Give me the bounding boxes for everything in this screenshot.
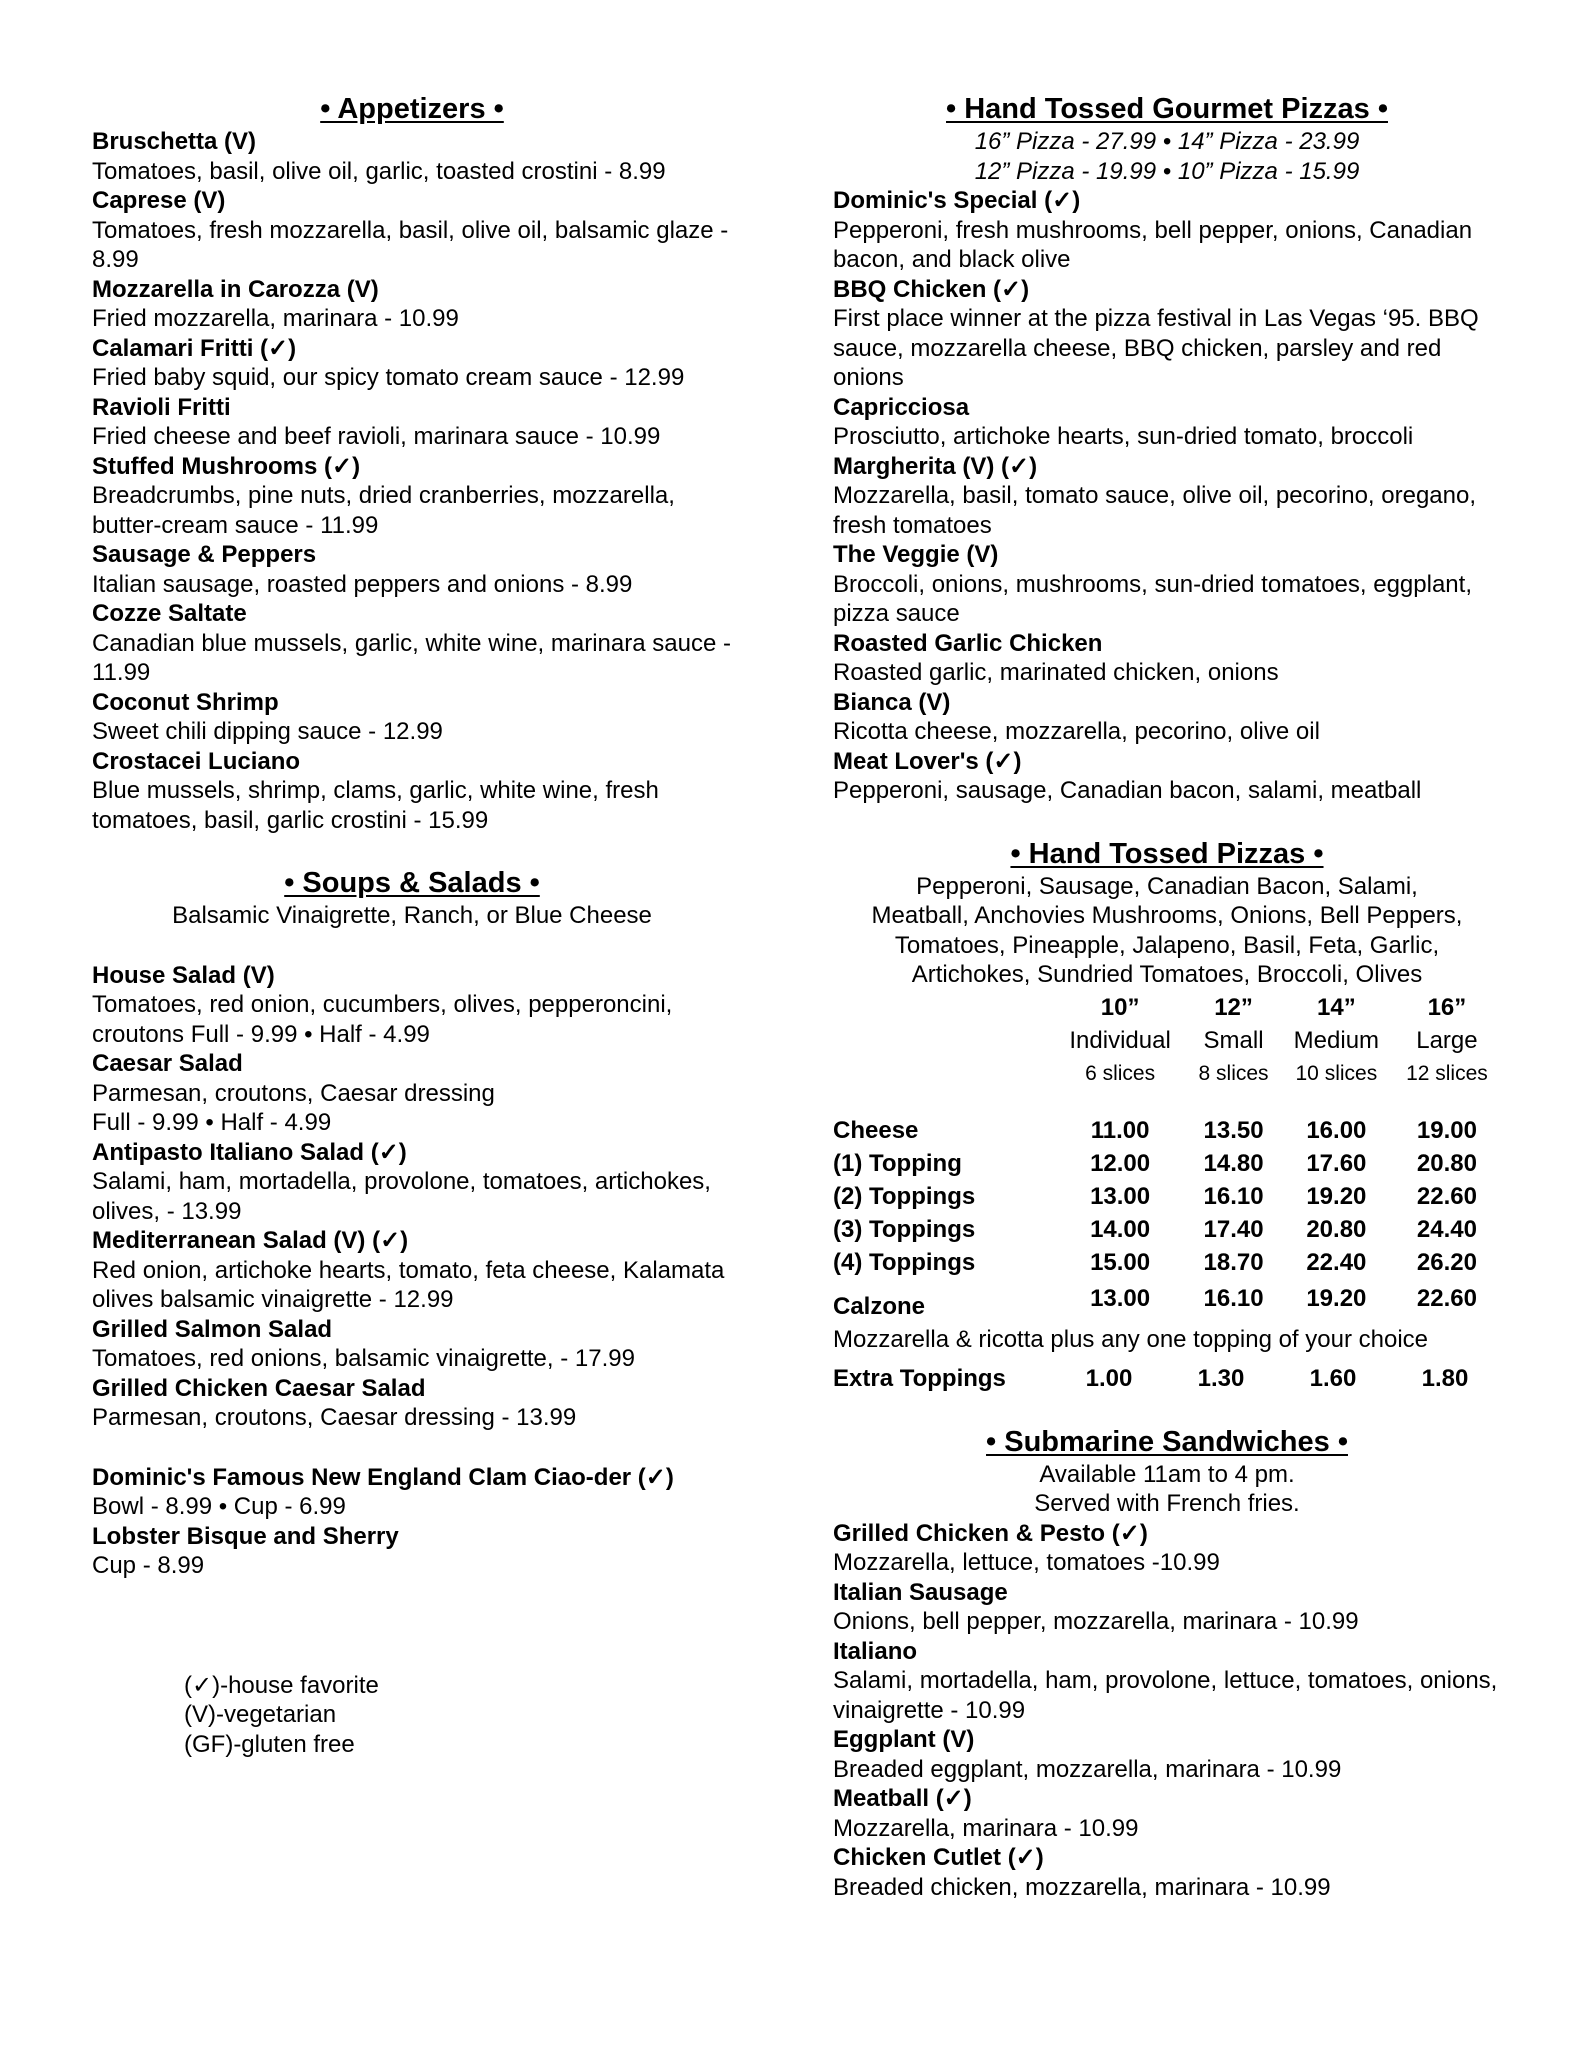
spacer xyxy=(92,835,732,865)
menu-item xyxy=(833,1519,1501,1578)
price-cell: 18.70 xyxy=(1203,1249,1264,1276)
price-row xyxy=(833,1245,1501,1278)
menu-item xyxy=(92,747,732,836)
price-cell: 17.40 xyxy=(1203,1216,1264,1243)
price-cell: 13.00 xyxy=(1090,1183,1151,1210)
item-name: Grilled Salmon Salad xyxy=(92,1315,333,1343)
soups-salads-title: • Soups & Salads • xyxy=(284,867,540,899)
size-name-cell: Individual xyxy=(1069,1027,1171,1054)
legend-vegetarian: (V)-vegetarian xyxy=(184,1701,337,1728)
menu-item xyxy=(92,1463,732,1522)
item-desc: Parmesan, croutons, Caesar dressing xyxy=(92,1079,495,1107)
slices-row xyxy=(833,1056,1501,1089)
blank-cell xyxy=(833,990,1053,1023)
item-desc: Tomatoes, red onions, balsamic vinaigrette, - 17.99 xyxy=(92,1345,635,1372)
item-desc: Blue mussels, shrimp, clams, garlic, white wine, fresh tomatoes, basil, garlic crostini - 15.99 xyxy=(92,777,659,834)
menu-item xyxy=(833,1725,1501,1784)
menu-item xyxy=(92,1226,732,1315)
item-desc: First place winner at the pizza festival in Las Vegas ‘95. BBQ sauce, mozzarella cheese, BBQ chicken, parsley and red onions xyxy=(833,305,1479,391)
price-cell: 1.60 xyxy=(1309,1365,1357,1392)
appetizers-list xyxy=(92,127,732,835)
menu-item xyxy=(833,747,1501,806)
gourmet-pizzas-title: • Hand Tossed Gourmet Pizzas • xyxy=(946,93,1388,125)
price-cell: 22.60 xyxy=(1416,1183,1477,1210)
item-name: Meat Lover's (✓) xyxy=(833,747,1022,775)
item-desc: Pepperoni, fresh mushrooms, bell pepper, onions, Canadian bacon, and black olive xyxy=(833,216,1473,273)
item-desc: Mozzarella, marinara - 10.99 xyxy=(833,1814,1139,1842)
left-column xyxy=(92,91,732,1759)
price-cell: 13.50 xyxy=(1203,1117,1264,1144)
size-cell: 14” xyxy=(1317,994,1356,1021)
item-name: Bianca (V) xyxy=(833,688,951,716)
menu-item xyxy=(833,1637,1501,1726)
row-label: (4) Toppings xyxy=(833,1249,976,1276)
item-name: Calamari Fritti (✓) xyxy=(92,334,297,362)
item-name: Caesar Salad xyxy=(92,1050,243,1077)
size-cell: 12” xyxy=(1214,994,1253,1021)
dressing-options: Balsamic Vinaigrette, Ranch, or Blue Cheese xyxy=(172,902,652,929)
item-name: Capricciosa xyxy=(833,393,970,421)
item-desc: Fried baby squid, our spicy tomato cream sauce - 12.99 xyxy=(92,364,685,391)
item-desc: Ricotta cheese, mozzarella, pecorino, olive oil xyxy=(833,718,1320,745)
price-row xyxy=(833,1179,1501,1212)
item-desc: Fried cheese and beef ravioli, marinara sauce - 10.99 xyxy=(92,423,661,450)
calzone-note: Mozzarella & ricotta plus any one topping of your choice xyxy=(833,1326,1428,1353)
price-row xyxy=(833,1212,1501,1245)
item-desc: Salami, mortadella, ham, provolone, lettuce, tomatoes, onions, vinaigrette - 10.99 xyxy=(833,1667,1498,1724)
item-desc: Parmesan, croutons, Caesar dressing - 13.99 xyxy=(92,1404,577,1431)
menu-item xyxy=(92,961,732,1050)
subs-list xyxy=(833,1519,1501,1903)
item-name: Grilled Chicken & Pesto (✓) xyxy=(833,1519,1148,1547)
menu-item xyxy=(833,629,1501,688)
item-desc: Mozzarella, lettuce, tomatoes -10.99 xyxy=(833,1549,1220,1576)
price-cell: 11.00 xyxy=(1090,1117,1150,1144)
menu-item xyxy=(92,452,732,541)
appetizers-title: • Appetizers • xyxy=(320,93,504,125)
toppings-line: Tomatoes, Pineapple, Jalapeno, Basil, Feta, Garlic, xyxy=(894,931,1440,959)
menu-item xyxy=(833,393,1501,452)
subs-availability: Available 11am to 4 pm. xyxy=(1039,1460,1295,1488)
toppings-line: Meatball, Anchovies Mushrooms, Onions, Bell Peppers, xyxy=(871,902,1463,929)
pizza-price-table xyxy=(833,990,1501,1322)
price-cell: 12.00 xyxy=(1090,1150,1151,1177)
size-name-cell: Small xyxy=(1203,1027,1264,1054)
menu-item xyxy=(92,1374,732,1433)
slices-cell: 10 slices xyxy=(1295,1062,1378,1085)
subs-served-with: Served with French fries. xyxy=(1034,1490,1300,1517)
menu-item xyxy=(833,540,1501,629)
item-name: Mediterranean Salad (V) (✓) xyxy=(92,1227,409,1254)
size-name-cell: Medium xyxy=(1293,1027,1380,1054)
spacer xyxy=(833,806,1501,836)
price-cell: 17.60 xyxy=(1306,1150,1367,1177)
item-name: Coconut Shrimp xyxy=(92,688,279,716)
spacer xyxy=(92,931,732,961)
price-cell: 20.80 xyxy=(1416,1150,1477,1177)
slices-cell: 8 slices xyxy=(1198,1062,1269,1085)
item-name: Chicken Cutlet (✓) xyxy=(833,1844,1044,1871)
item-desc: Canadian blue mussels, garlic, white wine, marinara sauce - 11.99 xyxy=(92,629,731,686)
extra-toppings-table xyxy=(833,1361,1501,1394)
menu-item xyxy=(92,1138,732,1227)
legend-gluten-free: (GF)-gluten free xyxy=(184,1730,355,1758)
menu-item xyxy=(92,599,732,688)
price-cell: 1.00 xyxy=(1085,1365,1133,1392)
item-desc: Breadcrumbs, pine nuts, dried cranberries, mozzarella, butter-cream sauce - 11.99 xyxy=(92,482,675,539)
item-name: House Salad (V) xyxy=(92,961,275,989)
item-desc: Mozzarella, basil, tomato sauce, olive oil, pecorino, oregano, fresh tomatoes xyxy=(833,482,1477,539)
menu-item xyxy=(833,452,1501,541)
price-cell: 19.20 xyxy=(1306,1284,1367,1312)
item-desc: Cup - 8.99 xyxy=(92,1552,205,1579)
price-cell: 13.00 xyxy=(1090,1284,1151,1312)
row-label: (2) Toppings xyxy=(833,1183,976,1210)
item-desc: Red onion, artichoke hearts, tomato, feta cheese, Kalamata olives balsamic vinaigrette - 12.99 xyxy=(92,1256,725,1313)
item-name: Caprese (V) xyxy=(92,187,226,214)
item-name: Antipasto Italiano Salad (✓) xyxy=(92,1138,407,1166)
price-cell: 16.10 xyxy=(1203,1284,1264,1312)
item-desc: Tomatoes, fresh mozzarella, basil, olive oil, balsamic glaze - 8.99 xyxy=(92,216,729,273)
menu-item xyxy=(833,1784,1501,1843)
salads-list xyxy=(92,961,732,1433)
item-name: Sausage & Peppers xyxy=(92,541,317,568)
item-desc: Salami, ham, mortadella, provolone, tomatoes, artichokes, olives, - 13.99 xyxy=(92,1168,711,1225)
item-name: Crostacei Luciano xyxy=(92,747,301,775)
price-cell: 1.30 xyxy=(1197,1365,1245,1392)
menu-item xyxy=(833,275,1501,393)
soups-list xyxy=(92,1463,732,1581)
item-desc: Prosciutto, artichoke hearts, sun-dried tomato, broccoli xyxy=(833,423,1414,450)
item-name: Roasted Garlic Chicken xyxy=(833,629,1103,657)
gourmet-price-line: 12” Pizza - 19.99 • 10” Pizza - 15.99 xyxy=(974,157,1360,185)
menu-item xyxy=(92,1049,732,1138)
row-label: Extra Toppings xyxy=(833,1365,1006,1392)
right-column xyxy=(833,91,1501,1902)
spacer xyxy=(833,1394,1501,1424)
item-name: Dominic's Special (✓) xyxy=(833,187,1081,214)
item-name: Italiano xyxy=(833,1637,918,1665)
slices-cell: 6 slices xyxy=(1085,1062,1156,1085)
extra-toppings-row xyxy=(833,1361,1501,1394)
item-name: Eggplant (V) xyxy=(833,1726,975,1753)
price-cell: 14.80 xyxy=(1203,1150,1264,1177)
price-cell: 20.80 xyxy=(1306,1216,1367,1243)
item-name: Lobster Bisque and Sherry xyxy=(92,1522,399,1550)
item-desc: Tomatoes, basil, olive oil, garlic, toasted crostini - 8.99 xyxy=(92,157,666,185)
item-desc-portions: Full - 9.99 • Half - 4.99 xyxy=(92,1109,332,1136)
size-row xyxy=(833,990,1501,1023)
gourmet-list xyxy=(833,186,1501,806)
item-desc: Sweet chili dipping sauce - 12.99 xyxy=(92,718,443,745)
gourmet-price-line: 16” Pizza - 27.99 • 14” Pizza - 23.99 xyxy=(974,128,1360,155)
item-name: Mozzarella in Carozza (V) xyxy=(92,275,379,303)
price-cell: 22.60 xyxy=(1416,1284,1477,1312)
size-cell: 16” xyxy=(1427,994,1467,1021)
row-label: (1) Topping xyxy=(833,1150,962,1177)
item-desc: Breaded eggplant, mozzarella, marinara - 10.99 xyxy=(833,1755,1342,1783)
legend-house-favorite: (✓)-house favorite xyxy=(184,1671,379,1699)
item-name: Grilled Chicken Caesar Salad xyxy=(92,1374,426,1402)
item-name: Dominic's Famous New England Clam Ciao-der (✓) xyxy=(92,1463,674,1491)
price-cell: 26.20 xyxy=(1416,1249,1477,1276)
menu-item xyxy=(92,127,732,186)
menu-item xyxy=(92,393,732,452)
price-cell: 16.00 xyxy=(1306,1117,1367,1144)
menu-item xyxy=(92,1522,732,1581)
price-row xyxy=(833,1146,1501,1179)
item-desc: Onions, bell pepper, mozzarella, marinara - 10.99 xyxy=(833,1608,1359,1635)
submarine-sandwiches-title: • Submarine Sandwiches • xyxy=(986,1425,1348,1458)
price-cell: 15.00 xyxy=(1090,1249,1151,1276)
price-cell: 19.00 xyxy=(1416,1117,1477,1144)
menu-item xyxy=(92,1315,732,1374)
menu-item xyxy=(92,186,732,275)
price-cell: 1.80 xyxy=(1421,1365,1469,1392)
item-name: Bruschetta (V) xyxy=(92,128,257,155)
item-desc: Fried mozzarella, marinara - 10.99 xyxy=(92,305,459,332)
item-name: BBQ Chicken (✓) xyxy=(833,275,1030,303)
price-cell: 16.10 xyxy=(1203,1183,1264,1210)
size-cell: 10” xyxy=(1100,994,1140,1021)
item-desc: Breaded chicken, mozzarella, marinara - 10.99 xyxy=(833,1873,1331,1901)
item-desc: Italian sausage, roasted peppers and onions - 8.99 xyxy=(92,570,633,598)
item-desc: Broccoli, onions, mushrooms, sun-dried tomatoes, eggplant, pizza sauce xyxy=(833,570,1472,627)
menu-item xyxy=(92,334,732,393)
calzone-row xyxy=(833,1278,1501,1322)
legend xyxy=(184,1671,732,1760)
spacer xyxy=(92,1433,732,1463)
menu-item xyxy=(833,1843,1501,1902)
item-desc: Pepperoni, sausage, Canadian bacon, salami, meatball xyxy=(833,777,1422,804)
item-name: Meatball (✓) xyxy=(833,1785,972,1812)
size-name-row xyxy=(833,1023,1501,1056)
price-cell: 14.00 xyxy=(1090,1216,1151,1243)
item-desc: Bowl - 8.99 • Cup - 6.99 xyxy=(92,1493,346,1520)
item-desc: Tomatoes, red onion, cucumbers, olives, pepperoncini, croutons Full - 9.99 • Half - 4.99 xyxy=(92,991,673,1048)
item-name: The Veggie (V) xyxy=(833,541,999,568)
blank-cell xyxy=(833,1056,1053,1089)
hand-tossed-pizzas-title: • Hand Tossed Pizzas • xyxy=(1010,837,1324,870)
menu-item xyxy=(92,275,732,334)
price-cell: 19.20 xyxy=(1306,1183,1367,1210)
blank-cell xyxy=(833,1023,1053,1056)
item-desc: Roasted garlic, marinated chicken, onions xyxy=(833,659,1279,686)
blank-cell xyxy=(833,1089,1501,1113)
item-name: Stuffed Mushrooms (✓) xyxy=(92,452,361,480)
toppings-line: Pepperoni, Sausage, Canadian Bacon, Salami, xyxy=(916,872,1418,900)
price-cell: 22.40 xyxy=(1306,1249,1367,1276)
item-name: Cozze Saltate xyxy=(92,600,247,627)
toppings-line: Artichokes, Sundried Tomatoes, Broccoli, Olives xyxy=(911,961,1423,988)
spacer xyxy=(92,1581,732,1671)
item-name: Ravioli Fritti xyxy=(92,393,231,421)
menu-item xyxy=(92,540,732,599)
price-cell: 24.40 xyxy=(1416,1216,1477,1243)
price-row xyxy=(833,1113,1501,1146)
toppings-list xyxy=(833,872,1501,990)
menu-item xyxy=(833,186,1501,275)
menu-item xyxy=(833,1578,1501,1637)
row-label: (3) Toppings xyxy=(833,1216,976,1243)
row-label: Calzone xyxy=(833,1292,926,1320)
item-name: Margherita (V) (✓) xyxy=(833,452,1038,480)
menu-item xyxy=(833,688,1501,747)
item-name: Italian Sausage xyxy=(833,1578,1008,1606)
menu-item xyxy=(92,688,732,747)
row-label: Cheese xyxy=(833,1117,919,1144)
size-name-cell: Large xyxy=(1416,1027,1478,1054)
spacer-row xyxy=(833,1089,1501,1113)
slices-cell: 12 slices xyxy=(1406,1062,1488,1085)
